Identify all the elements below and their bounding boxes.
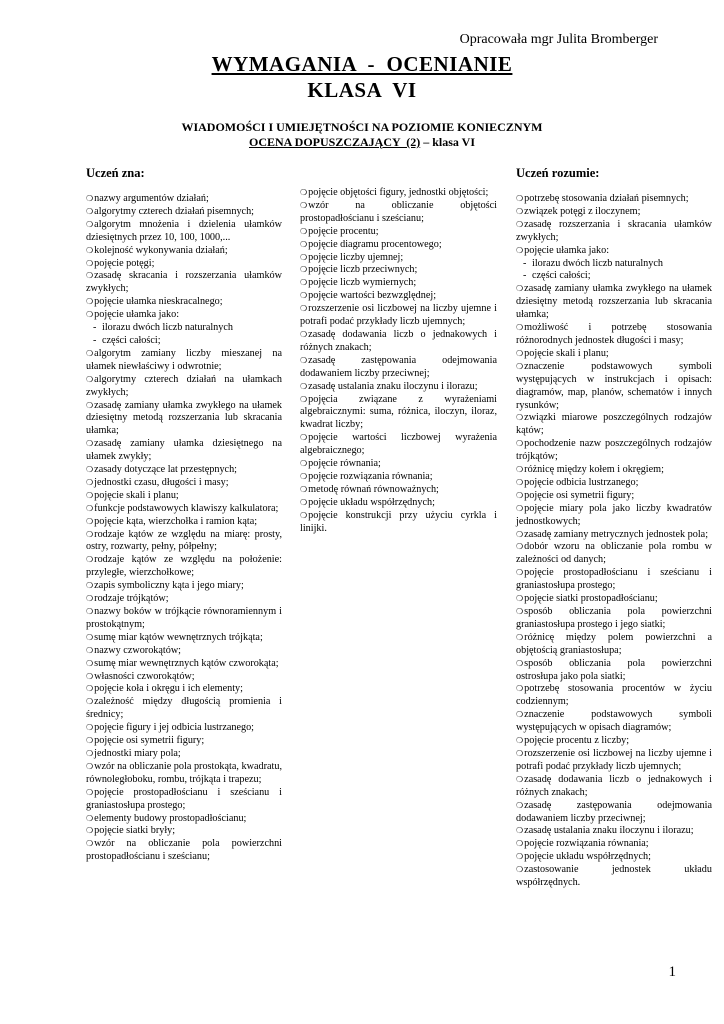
item-text: związki miarowe poszczególnych rodzajów kątów; (516, 412, 712, 437)
bullet-icon: ❍ (86, 503, 94, 513)
bullet-icon: ❍ (300, 381, 308, 391)
bullet-icon: ❍ (516, 658, 524, 668)
list-item (86, 606, 282, 632)
bullet-icon: ❍ (86, 748, 94, 758)
bullet-icon: ❍ (516, 865, 524, 875)
bullet-icon: ❍ (86, 697, 94, 707)
bullet-icon: ❍ (516, 194, 524, 203)
bullet-icon: ❍ (516, 439, 524, 449)
bullet-icon: ❍ (516, 710, 524, 720)
bullet-icon: ❍ (516, 490, 524, 500)
item-text: pojęcie osi symetrii figury; (524, 489, 635, 501)
list-item (86, 580, 282, 593)
bullet-icon: ❍ (516, 206, 524, 216)
bullet-icon: ❍ (516, 529, 524, 539)
list-item (86, 696, 282, 722)
list-item (86, 400, 282, 439)
bullet-icon: ❍ (86, 297, 94, 307)
bullet-icon: ❍ (300, 252, 308, 262)
bullet-icon: ❍ (516, 413, 524, 423)
item-text: nazwy argumentów działań; (94, 193, 209, 204)
bullet-icon: ❍ (86, 594, 94, 604)
list-item (300, 290, 497, 303)
item-text: algorytmy czterech działań na ułamkach zwykłych; (86, 373, 282, 398)
list-item (86, 761, 282, 787)
sub-list-item (516, 270, 712, 283)
item-text: pojęcie ułamka jako: (94, 309, 180, 321)
bullet-icon: ❍ (300, 510, 308, 520)
list-item (516, 541, 712, 567)
item-text: zasadę dodawania liczb o jednakowych i różnych znakach; (516, 773, 712, 798)
item-text: potrzebę stosowania procentów w życiu codziennym; (516, 683, 712, 708)
list-item (86, 490, 282, 503)
bullet-icon: ❍ (516, 839, 524, 849)
sub-list-item (516, 258, 712, 271)
bullet-icon: ❍ (86, 258, 94, 268)
item-text: różnicę między polem powierzchni a objętością graniastosłupa; (516, 631, 712, 656)
list-item (300, 471, 497, 484)
section-heading (0, 120, 724, 150)
bullet-icon: ❍ (516, 477, 524, 487)
list-item (86, 813, 282, 826)
bullet-icon: ❍ (300, 329, 308, 339)
grade-suffix: – klasa VI (420, 135, 476, 149)
item-text: zasadę ustalania znaku iloczynu i ilorazu; (308, 380, 478, 392)
list-item (300, 458, 497, 471)
item-text: pojęcie koła i okręgu i ich elementy; (94, 683, 243, 695)
bullet-icon: ❍ (516, 245, 524, 255)
item-text: zasadę zamiany ułamka dziesiętnego na ułamek zwykły; (86, 438, 282, 463)
list-item (86, 748, 282, 761)
item-text: pojęcie równania; (308, 458, 381, 470)
list-item (516, 477, 712, 490)
dash-marker: - (523, 270, 527, 282)
list-item (86, 206, 282, 219)
list-item (86, 438, 282, 464)
list-item (516, 735, 712, 748)
list-item (86, 464, 282, 477)
list-item (516, 851, 712, 864)
bullet-icon: ❍ (86, 400, 94, 410)
item-text: pojęcie procentu; (308, 225, 379, 237)
item-text: pojęcie ułamka nieskracalnego; (94, 296, 223, 308)
list-item (300, 187, 497, 200)
list-item (516, 348, 712, 361)
item-text: funkcje podstawowych klawiszy kalkulatora; (94, 502, 279, 514)
item-text: pojęcie prostopadłościanu i sześcianu i graniastosłupa prostego; (516, 567, 712, 592)
bullet-icon: ❍ (300, 291, 308, 301)
item-text: nazwy czworokątów; (94, 644, 182, 656)
bullet-icon: ❍ (516, 800, 524, 810)
bullet-icon: ❍ (86, 813, 94, 823)
bullet-icon: ❍ (516, 568, 524, 578)
author-line: Opracowała mgr Julita Bromberger (459, 32, 658, 47)
item-text: pojęcie układu współrzędnych; (308, 496, 435, 508)
list-item (516, 774, 712, 800)
list-item (300, 329, 497, 355)
item-text: zasadę zastępowania odejmowania dodawaniem liczby przeciwnej; (516, 799, 712, 824)
item-text: pojęcie liczb wymiernych; (308, 277, 417, 289)
bullet-icon: ❍ (516, 348, 524, 358)
bullet-icon: ❍ (86, 529, 94, 539)
item-text: zasadę ustalania znaku iloczynu i ilorazu; (524, 825, 694, 837)
item-text: pojęcie prostopadłościanu i sześcianu i graniastosłupa prostego; (86, 786, 282, 811)
list-item (86, 825, 282, 838)
bullet-icon: ❍ (86, 723, 94, 733)
list-item (86, 554, 282, 580)
item-text: algorytm zamiany liczby mieszanej na ułamek niewłaściwy i odwrotnie; (86, 347, 282, 372)
item-text: pochodzenie nazw poszczególnych rodzajów trójkątów; (516, 438, 712, 463)
page-number: 1 (668, 964, 676, 980)
list-item (516, 838, 712, 851)
bullet-icon: ❍ (300, 239, 308, 249)
list-item (300, 497, 497, 510)
bullet-icon: ❍ (300, 497, 308, 507)
item-text: pojęcie układu współrzędnych; (524, 851, 651, 863)
item-text: pojęcie rozwiązania równania; (524, 838, 649, 850)
list-item (516, 206, 712, 219)
item-text: sumę miar kątów wewnętrznych trójkąta; (94, 631, 263, 643)
list-item (86, 348, 282, 374)
item-text: pojęcie diagramu procentowego; (308, 238, 442, 250)
list-item (86, 258, 282, 271)
list-item (86, 245, 282, 258)
item-text: rodzaje trójkątów; (94, 593, 169, 605)
bullet-icon: ❍ (86, 271, 94, 281)
bullet-icon: ❍ (86, 555, 94, 565)
item-text: pojęcie rozwiązania równania; (308, 470, 433, 482)
list-item (300, 381, 497, 394)
list-item (300, 303, 497, 329)
item-text: zasadę zamiany metrycznych jednostek pola; (524, 528, 709, 540)
item-text: zasadę rozszerzania i skracania ułamków zwykłych; (516, 218, 712, 243)
item-text: metodę równań równoważnych; (308, 483, 439, 495)
list-item (300, 252, 497, 265)
column-heading: Uczeń zna: (86, 166, 145, 180)
item-text: zasady dotyczące lat przestępnych; (94, 464, 238, 476)
item-text: ilorazu dwóch liczb naturalnych (532, 257, 663, 269)
item-text: pojęcie liczb przeciwnych; (308, 264, 418, 276)
bullet-icon: ❍ (86, 684, 94, 694)
bullet-icon: ❍ (86, 490, 94, 500)
list-item (516, 864, 712, 890)
bullet-icon: ❍ (86, 310, 94, 320)
bullet-icon: ❍ (86, 206, 94, 216)
list-item (516, 219, 712, 245)
item-text: pojęcie liczby ujemnej; (308, 251, 404, 263)
bullet-icon: ❍ (86, 439, 94, 449)
list-item (516, 800, 712, 826)
bullet-icon: ❍ (86, 516, 94, 526)
sub-list-item (86, 335, 282, 348)
list-item (86, 671, 282, 684)
list-item (86, 658, 282, 671)
bullet-icon: ❍ (86, 607, 94, 616)
column-understands (516, 166, 712, 890)
list-item (86, 477, 282, 490)
bullet-icon: ❍ (86, 245, 94, 255)
bullet-icon: ❍ (300, 226, 308, 236)
bullet-icon: ❍ (86, 632, 94, 642)
bullet-icon: ❍ (300, 278, 308, 288)
grade-label: OCENA DOPUSZCZAJĄCY (2) (248, 135, 421, 149)
bullet-icon: ❍ (516, 284, 524, 294)
bullet-icon: ❍ (300, 484, 308, 494)
item-text: algorytm mnożenia i dzielenia ułamków dziesiętnych przez 10, 100, 1000,... (86, 218, 282, 243)
list-item (86, 270, 282, 296)
bullet-icon: ❍ (300, 265, 308, 275)
list-item (86, 683, 282, 696)
item-text: rodzaje kątów ze względu na miarę: prosty, ostry, rozwarty, pełny, półpełny; (86, 528, 282, 553)
list-item (300, 277, 497, 290)
item-text: elementy budowy prostopadłościanu; (94, 812, 247, 824)
item-text: zasadę skracania i rozszerzania ułamków zwykłych; (86, 270, 282, 295)
list-item (516, 825, 712, 838)
bullet-icon: ❍ (516, 684, 524, 694)
dash-marker: - (93, 322, 97, 334)
bullet-icon: ❍ (86, 477, 94, 487)
list-item (86, 309, 282, 322)
list-item (86, 735, 282, 748)
list-item (300, 264, 497, 277)
list-item (516, 632, 712, 658)
list-item (516, 464, 712, 477)
item-text: pojęcie odbicia lustrzanego; (524, 476, 639, 488)
requirement-list (516, 193, 712, 890)
item-text: zasadę zastępowania odejmowania dodawaniem liczby przeciwnej; (300, 354, 497, 379)
item-text: dobór wzoru na obliczanie pola rombu w zależności od danych; (516, 541, 712, 566)
item-text: potrzebę stosowania działań pisemnych; (524, 193, 689, 204)
item-text: algorytmy czterech działań pisemnych; (94, 205, 254, 217)
list-item (516, 709, 712, 735)
list-item (300, 510, 497, 536)
item-text: wzór na obliczanie pola powierzchni prostopadłościanu i sześcianu; (86, 838, 282, 863)
item-text: zasadę dodawania liczb o jednakowych i różnych znakach; (300, 328, 497, 353)
list-item (516, 245, 712, 258)
bullet-icon: ❍ (300, 355, 308, 365)
item-text: pojęcia związane z wyrażeniami algebraicznymi: suma, różnica, iloczyn, iloraz, kwadrat liczby; (300, 393, 497, 431)
list-item (86, 503, 282, 516)
list-item (516, 490, 712, 503)
bullet-icon: ❍ (516, 632, 524, 642)
list-item (516, 503, 712, 529)
item-text: pojęcie skali i planu; (94, 489, 179, 501)
bullet-icon: ❍ (516, 361, 524, 371)
item-text: wzór na obliczanie objętości prostopadłościanu i sześcianu; (300, 199, 497, 224)
item-text: różnicę między kołem i okręgiem; (524, 464, 664, 476)
bullet-icon: ❍ (86, 671, 94, 681)
list-item (86, 632, 282, 645)
page-subtitle: KLASA VI (307, 78, 417, 102)
list-item (86, 193, 282, 206)
list-item (86, 516, 282, 529)
list-item (86, 722, 282, 735)
item-text: pojęcie figury i jej odbicia lustrzanego; (94, 722, 255, 734)
item-text: zapis symboliczny kąta i jego miary; (94, 580, 244, 592)
bullet-icon: ❍ (516, 542, 524, 552)
item-text: zależność między długością promienia i średnicy; (86, 696, 282, 721)
bullet-icon: ❍ (516, 219, 524, 229)
list-item (300, 394, 497, 433)
bullet-icon: ❍ (516, 826, 524, 836)
sub-list-item (86, 322, 282, 335)
list-item (86, 529, 282, 555)
item-text: pojęcie procentu z liczby; (524, 735, 630, 747)
item-text: zastosowanie jednostek układu współrzędnych. (516, 864, 712, 889)
item-text: pojęcie objętości figury, jednostki objętości; (308, 187, 489, 198)
list-item (516, 322, 712, 348)
column-heading: Uczeń rozumie: (516, 166, 600, 180)
bullet-icon: ❍ (86, 761, 94, 771)
item-text: własności czworokątów; (94, 670, 195, 682)
list-item (86, 838, 282, 864)
list-item (516, 412, 712, 438)
list-item (516, 193, 712, 206)
bullet-icon: ❍ (516, 465, 524, 475)
bullet-icon: ❍ (300, 459, 308, 469)
bullet-icon: ❍ (516, 852, 524, 862)
list-item (300, 432, 497, 458)
item-text: zasadę zamiany ułamka zwykłego na ułamek dziesiętny metodą rozszerzania lub skracania ułamka; (86, 399, 282, 437)
list-item (516, 438, 712, 464)
bullet-icon: ❍ (86, 658, 94, 668)
bullet-icon: ❍ (86, 219, 94, 229)
item-text: pojęcie ułamka jako: (524, 244, 610, 256)
item-text: jednostki czasu, długości i masy; (94, 476, 229, 488)
item-text: znaczenie podstawowych symboli występujących w opisach diagramów; (516, 709, 712, 734)
item-text: pojęcie potęgi; (94, 257, 155, 269)
dash-marker: - (523, 257, 527, 269)
bullet-icon: ❍ (300, 188, 308, 197)
item-text: rodzaje kątów ze względu na położenie: przyległe, wierzchołkowe; (86, 554, 282, 579)
dash-marker: - (93, 334, 97, 346)
list-item (516, 361, 712, 413)
list-item (300, 226, 497, 239)
list-item (516, 529, 712, 542)
bullet-icon: ❍ (86, 645, 94, 655)
list-item (516, 683, 712, 709)
item-text: nazwy boków w trójkącie równoramiennym i prostokątnym; (86, 606, 282, 630)
item-text: pojęcie skali i planu; (524, 347, 609, 359)
bullet-icon: ❍ (516, 774, 524, 784)
column-knows (86, 166, 282, 864)
bullet-icon: ❍ (300, 471, 308, 481)
section-title: WIADOMOŚCI I UMIEJĘTNOŚCI NA POZIOMIE KONIECZNYM (181, 120, 543, 134)
list-item (86, 787, 282, 813)
list-item (516, 593, 712, 606)
page-title: WYMAGANIA - OCENIANIE (211, 52, 513, 76)
bullet-icon: ❍ (86, 194, 94, 203)
bullet-icon: ❍ (516, 503, 524, 513)
list-item (516, 748, 712, 774)
list-item (516, 606, 712, 632)
bullet-icon: ❍ (300, 433, 308, 443)
bullet-icon: ❍ (516, 594, 524, 604)
item-text: pojęcie konstrukcji przy użyciu cyrkla i linijki. (300, 509, 497, 534)
list-item (86, 593, 282, 606)
list-item (300, 200, 497, 226)
grade-line (0, 135, 724, 150)
bullet-icon: ❍ (516, 323, 524, 333)
bullet-icon: ❍ (86, 581, 94, 591)
item-text: zasadę zamiany ułamka zwykłego na ułamek dziesiętny metodą rozszerzania lub skracania ułamka; (516, 283, 712, 321)
list-item (86, 374, 282, 400)
item-text: sumę miar wewnętrznych kątów czworokąta; (94, 657, 279, 669)
bullet-icon: ❍ (86, 374, 94, 384)
item-text: sposób obliczania pola powierzchni graniastosłupa prostego i jego siatki; (516, 606, 712, 630)
item-text: pojęcie osi symetrii figury; (94, 735, 205, 747)
bullet-icon: ❍ (86, 787, 94, 797)
list-item (300, 239, 497, 252)
bullet-icon: ❍ (86, 348, 94, 358)
item-text: pojęcie wartości liczbowej wyrażenia algebraicznego; (300, 432, 497, 457)
bullet-icon: ❍ (86, 736, 94, 746)
list-item (516, 283, 712, 322)
item-text: pojęcie kąta, wierzchołka i ramion kąta; (94, 515, 258, 527)
bullet-icon: ❍ (86, 826, 94, 836)
item-text: sposób obliczania pola powierzchni ostrosłupa jako pola siatki; (516, 657, 712, 682)
list-item (86, 219, 282, 245)
list-item (516, 567, 712, 593)
item-text: rozszerzenie osi liczbowej na liczby ujemne i potrafi podać przykłady liczb ujemnych; (516, 747, 712, 772)
item-text: możliwość i potrzebę stosowania różnorodnych jednostek długości i masy; (516, 322, 712, 346)
item-text: wzór na obliczanie pola prostokąta, kwadratu, równoległoboku, rombu, trójkąta i trapezu; (86, 760, 282, 785)
list-item (86, 645, 282, 658)
bullet-icon: ❍ (300, 394, 308, 404)
requirement-list (86, 193, 282, 864)
item-text: rozszerzenie osi liczbowej na liczby ujemne i potrafi podać przykłady liczb ujemnych; (300, 303, 497, 328)
bullet-icon: ❍ (300, 304, 308, 314)
bullet-icon: ❍ (86, 839, 94, 849)
list-item (86, 296, 282, 309)
list-item (300, 484, 497, 497)
item-text: pojęcie siatki prostopadłościanu; (524, 593, 658, 605)
item-text: kolejność wykonywania działań; (94, 244, 228, 256)
bullet-icon: ❍ (300, 200, 308, 210)
list-item (300, 355, 497, 381)
bullet-icon: ❍ (516, 748, 524, 758)
item-text: pojęcie miary pola jako liczby kwadratów jednostkowych; (516, 502, 712, 527)
item-text: znaczenie podstawowych symboli występujących w instrukcjach i opisach: diagramów, map, planów, schematów i innych rysunków; (516, 360, 712, 411)
bullet-icon: ❍ (516, 607, 524, 616)
item-text: części całości; (102, 334, 161, 346)
list-item (516, 658, 712, 684)
item-text: pojęcie siatki bryły; (94, 825, 176, 837)
bullet-icon: ❍ (516, 736, 524, 746)
requirement-list (300, 187, 497, 535)
item-text: ilorazu dwóch liczb naturalnych (102, 322, 233, 334)
item-text: jednostki miary pola; (94, 747, 181, 759)
item-text: części całości; (532, 270, 591, 282)
column-knows-continued (300, 187, 497, 535)
bullet-icon: ❍ (86, 465, 94, 475)
item-text: pojęcie wartości bezwzględnej; (308, 290, 437, 302)
item-text: związek potęgi z iloczynem; (524, 205, 641, 217)
